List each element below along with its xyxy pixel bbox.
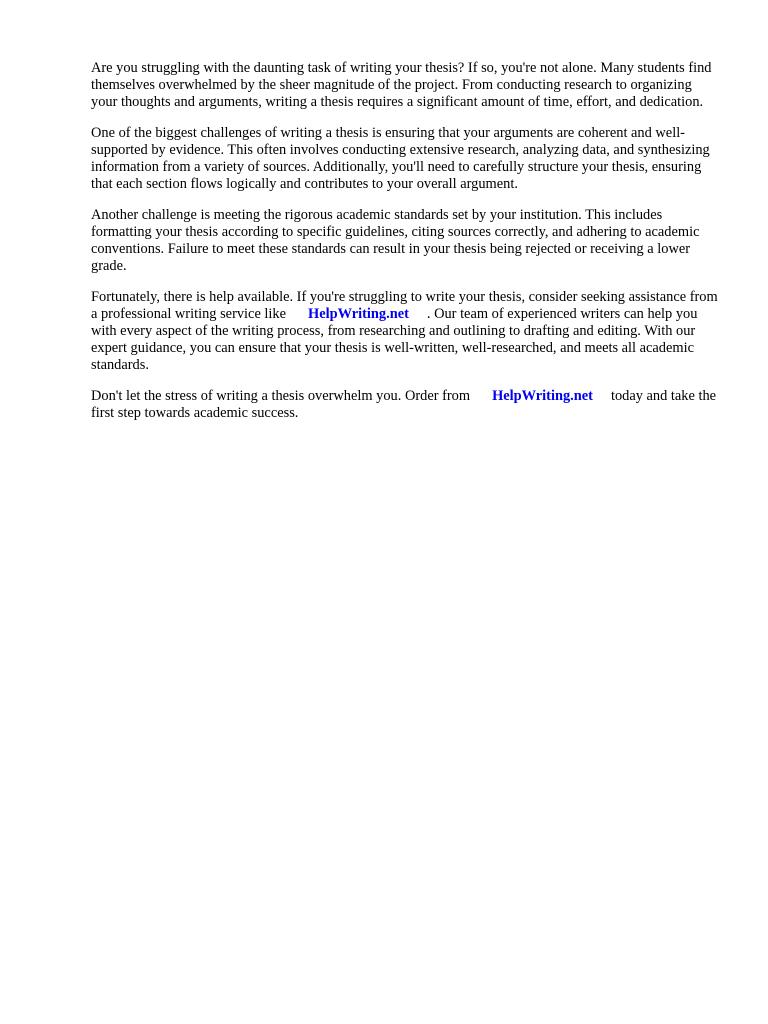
paragraph-cta-text-before: Don't let the stress of writing a thesis overwhelm you. Order from [91, 388, 471, 404]
helpwriting-link[interactable]: HelpWriting.net [308, 306, 409, 322]
paragraph-cta-text-after: today and take the first step towards academic success. [91, 388, 717, 421]
paragraph-standards: Another challenge is meeting the rigorous academic standards set by your institution. This includes formatting your thesis according to specific guidelines, citing sources correctly, and adhering to academic conventions. Failure to meet these standards can result in your thesis being rejected or receiving a lower grade. [91, 207, 700, 274]
paragraph-help-text-after: . Our team of experienced writers can help you with every aspect of the writing process, from researching and outlining to drafting and editing. With our expert guidance, you can ensure that your thesis is well-written, well-researched, and meets all academic standards. [91, 306, 698, 373]
paragraph-challenges: One of the biggest challenges of writing a thesis is ensuring that your arguments are coherent and well-supported by evidence. This often involves conducting extensive research, analyzing data, and synthesizing information from a variety of sources. Additionally, you'll need to carefully structure your thesis, ensuring that each section flows logically and contributes to your overall argument. [91, 125, 710, 192]
paragraph-help-text-before: Fortunately, there is help available. If you're struggling to write your thesis, consider seeking assistance from a professional writing service like [91, 289, 718, 322]
paragraph-cta [91, 388, 718, 422]
helpwriting-order-link[interactable]: HelpWriting.net [492, 388, 593, 404]
paragraph-intro: Are you struggling with the daunting task of writing your thesis? If so, you're not alone. Many students find themselves overwhelmed by the sheer magnitude of the project. From conducting research to organizing your thoughts and arguments, writing a thesis requires a significant amount of time, effort, and dedication. [91, 60, 712, 110]
document-body [91, 60, 718, 436]
paragraph-help [91, 289, 718, 374]
